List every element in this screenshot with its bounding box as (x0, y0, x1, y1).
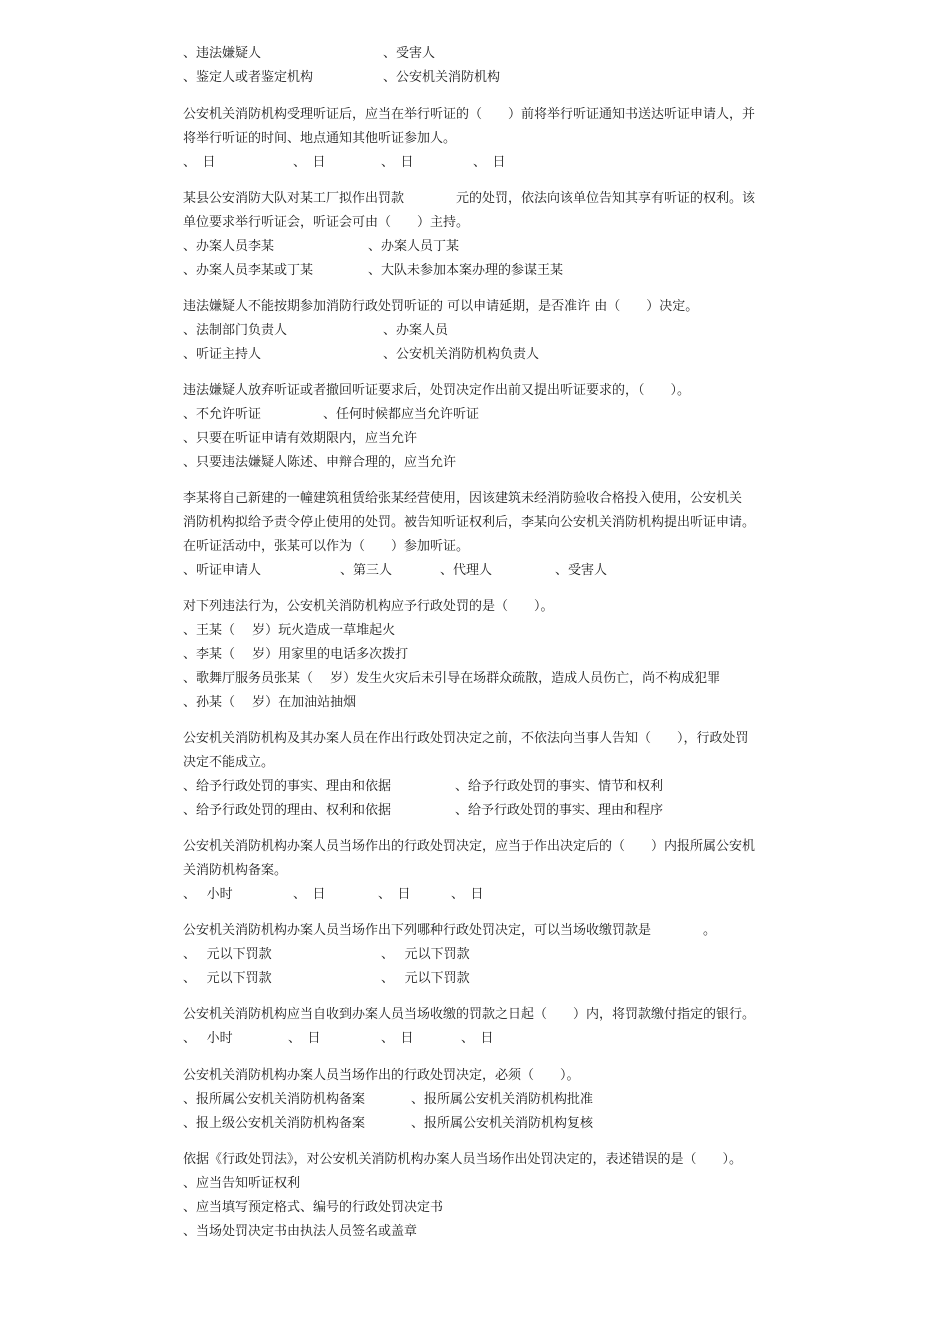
option-b: 、李某（ 岁）用家里的电话多次拨打 (183, 647, 409, 662)
question-11 (183, 1003, 823, 1051)
question-stem: 依据《行政处罚法》，对公安机关消防机构办案人员当场作出处罚决定的，表述错误的是（ ）。 (183, 1152, 743, 1167)
option-row (183, 451, 823, 475)
question-stem: 在听证活动中，张某可以作为（ ）参加听证。 (183, 539, 470, 554)
option-b: 、应当填写预定格式、编号的行政处罚决定书 (183, 1200, 444, 1215)
option-b: 、 元以下罚款 (381, 947, 470, 962)
option-row (183, 775, 823, 799)
option-d: 、 日 (461, 1031, 494, 1046)
option-row (183, 319, 823, 343)
option-d: 、只要违法嫌疑人陈述、申辩合理的，应当允许 (183, 455, 457, 470)
option-a: 、报所属公安机关消防机构备案 (183, 1092, 366, 1107)
option-row (183, 1027, 823, 1051)
option-c: 、听证主持人 (183, 347, 262, 362)
option-c: 、 日 (381, 155, 414, 170)
option-row (183, 343, 823, 367)
option-row (183, 967, 823, 991)
option-c: 、只要在听证申请有效期限内，应当允许 (183, 431, 418, 446)
question-3 (183, 187, 823, 283)
option-a: 、应当告知听证权利 (183, 1176, 301, 1191)
question-stem: 违法嫌疑人放弃听证或者撤回听证要求后，处罚决定作出前又提出听证要求的，（ ）。 (183, 383, 691, 398)
question-stem: 违法嫌疑人不能按期参加消防行政处罚听证的 可以申请延期，是否准许 由（ ）决定。 (183, 299, 699, 314)
option-row (183, 403, 823, 427)
option-row (183, 235, 823, 259)
option-a: 、违法嫌疑人 (183, 46, 262, 61)
option-a: 、听证申请人 (183, 563, 262, 578)
question-stem: 某县公安消防大队对某工厂拟作出罚款 元的处罚，依法向该单位告知其享有听证的权利。该 (183, 191, 756, 206)
option-d: 、大队未参加本案办理的参谋王某 (368, 263, 564, 278)
question-9 (183, 835, 823, 907)
option-c: 、当场处罚决定书由执法人员签名或盖章 (183, 1224, 418, 1239)
option-d: 、 日 (473, 155, 506, 170)
question-4 (183, 295, 823, 367)
option-row (183, 42, 823, 66)
question-stem: 公安机关消防机构及其办案人员在作出行政处罚决定之前，不依法向当事人告知（ ），行政处罚 (183, 731, 749, 746)
option-c: 、 日 (378, 887, 411, 902)
option-a: 、给予行政处罚的事实、理由和依据 (183, 779, 392, 794)
option-row (183, 66, 823, 90)
option-b: 、受害人 (383, 46, 436, 61)
option-c: 、办案人员李某或丁某 (183, 263, 314, 278)
option-row (183, 667, 823, 691)
question-stem: 李某将自己新建的一幢建筑租赁给张某经营使用，因该建筑未经消防验收合格投入使用，公安机关 (183, 491, 743, 506)
question-stem: 决定不能成立。 (183, 755, 275, 770)
option-a: 、 小时 (183, 887, 233, 902)
option-d: 、孙某（ 岁）在加油站抽烟 (183, 695, 357, 710)
question-stem: 公安机关消防机构办案人员当场作出下列哪种行政处罚决定，可以当场收缴罚款是 。 (183, 923, 717, 938)
option-d: 、给予行政处罚的事实、理由和程序 (455, 803, 664, 818)
question-stem: 对下列违法行为，公安机关消防机构应予行政处罚的是（ ）。 (183, 599, 554, 614)
option-a: 、办案人员李某 (183, 239, 275, 254)
option-row (183, 1220, 823, 1244)
option-row (183, 259, 823, 283)
option-row (183, 643, 823, 667)
option-d: 、受害人 (555, 563, 608, 578)
question-stem: 单位要求举行听证会，听证会可由（ ）主持。 (183, 215, 470, 230)
option-a: 、王某（ 岁）玩火造成一草堆起火 (183, 623, 396, 638)
question-1 (183, 42, 823, 90)
question-8 (183, 727, 823, 823)
option-d: 、公安机关消防机构 (383, 70, 501, 85)
option-a: 、法制部门负责人 (183, 323, 288, 338)
question-5 (183, 379, 823, 475)
option-b: 、 日 (288, 1031, 321, 1046)
option-row (183, 883, 823, 907)
option-row (183, 427, 823, 451)
option-a: 、 元以下罚款 (183, 947, 272, 962)
option-b: 、办案人员丁某 (368, 239, 460, 254)
option-row (183, 559, 823, 583)
question-13 (183, 1148, 823, 1244)
option-c: 、报上级公安机关消防机构备案 (183, 1116, 366, 1131)
question-stem: 公安机关消防机构办案人员当场作出的行政处罚决定，必须（ ）。 (183, 1068, 580, 1083)
option-c: 、 元以下罚款 (183, 971, 272, 986)
option-b: 、任何时候都应当允许听证 (323, 407, 480, 422)
option-d: 、 元以下罚款 (381, 971, 470, 986)
option-b: 、 日 (293, 155, 326, 170)
question-stem: 公安机关消防机构受理听证后，应当在举行听证的（ ）前将举行听证通知书送达听证申请人，并 (183, 107, 756, 122)
option-row (183, 943, 823, 967)
option-a: 、不允许听证 (183, 407, 262, 422)
option-row (183, 1088, 823, 1112)
option-d: 、报所属公安机关消防机构复核 (411, 1116, 594, 1131)
option-b: 、报所属公安机关消防机构批准 (411, 1092, 594, 1107)
question-6 (183, 487, 823, 583)
question-stem: 关消防机构备案。 (183, 863, 288, 878)
option-b: 、 日 (293, 887, 326, 902)
option-b: 、办案人员 (383, 323, 449, 338)
option-c: 、代理人 (440, 563, 493, 578)
question-7 (183, 595, 823, 715)
option-row (183, 151, 823, 175)
question-10 (183, 919, 823, 991)
option-b: 、给予行政处罚的事实、情节和权利 (455, 779, 664, 794)
option-d: 、公安机关消防机构负责人 (383, 347, 540, 362)
question-stem: 公安机关消防机构应当自收到办案人员当场收缴的罚款之日起（ ）内，将罚款缴付指定的银行。 (183, 1007, 756, 1022)
option-a: 、 日 (183, 155, 216, 170)
option-row (183, 799, 823, 823)
question-stem: 公安机关消防机构办案人员当场作出的行政处罚决定，应当于作出决定后的（ ）内报所属公安机 (183, 839, 756, 854)
question-stem: 消防机构拟给予责令停止使用的处罚。被告知听证权利后，李某向公安机关消防机构提出听证申请。 (183, 515, 756, 530)
question-stem: 将举行听证的时间、地点通知其他听证参加人。 (183, 131, 457, 146)
option-c: 、鉴定人或者鉴定机构 (183, 70, 314, 85)
question-2 (183, 103, 823, 175)
option-a: 、 小时 (183, 1031, 233, 1046)
option-row (183, 691, 823, 715)
option-c: 、 日 (381, 1031, 414, 1046)
option-b: 、第三人 (340, 563, 393, 578)
option-row (183, 1196, 823, 1220)
option-c: 、歌舞厅服务员张某（ 岁）发生火灾后未引导在场群众疏散，造成人员伤亡，尚不构成犯罪 (183, 671, 721, 686)
option-row (183, 619, 823, 643)
option-row (183, 1112, 823, 1136)
question-12 (183, 1064, 823, 1136)
option-row (183, 1172, 823, 1196)
option-d: 、 日 (451, 887, 484, 902)
option-c: 、给予行政处罚的理由、权利和依据 (183, 803, 392, 818)
